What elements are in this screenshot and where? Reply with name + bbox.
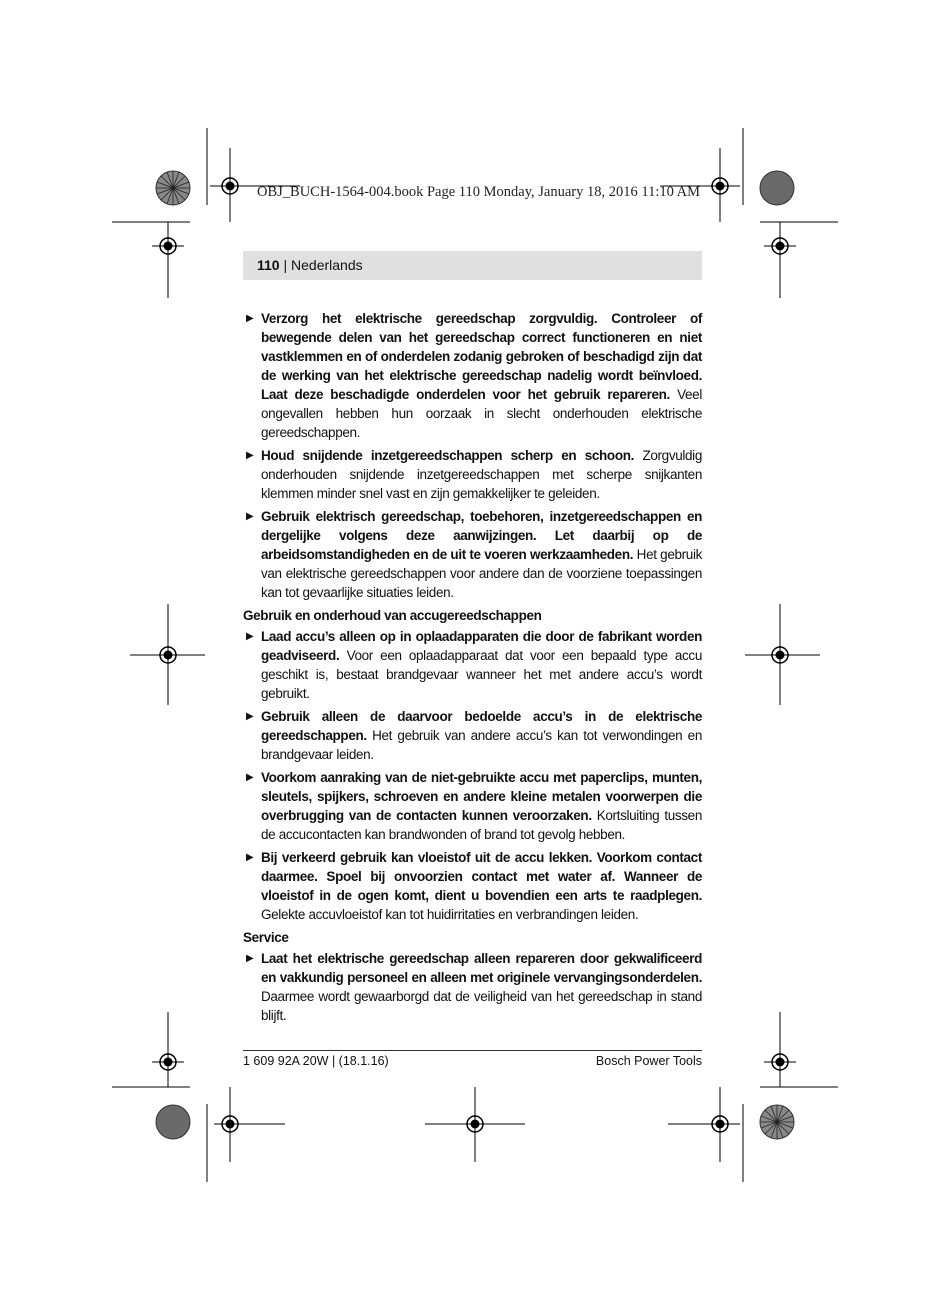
- item-bold-text: Voorkom aanraking van de niet-gebruikte accu met paperclips, munten, sleutels, spijkers, schroeven en andere kleine metalen voorwerpen die overbrugging van de contacten kunnen veroorzaken.: [261, 770, 702, 823]
- list-item: [243, 507, 702, 602]
- item-text: Veel ongevallen hebben hun oorzaak in slecht onderhouden elektrische gereedschappen.: [261, 387, 702, 440]
- item-text: Het gebruik van andere accu’s kan tot verwondingen en brandgevaar leiden.: [261, 728, 702, 762]
- section-heading: Service: [243, 930, 289, 945]
- item-bold-text: Laad accu’s alleen op in oplaadapparaten die door de fabrikant worden geadviseerd.: [261, 629, 702, 663]
- header-language: Nederlands: [291, 257, 363, 273]
- list-item: [243, 309, 702, 442]
- item-bold-text: Laat het elektrische gereedschap alleen repareren door gekwalificeerd en vakkundig personeel en alleen met originele vervangingsonderdelen.: [261, 951, 702, 985]
- list-item: [243, 768, 702, 844]
- list-item: [243, 446, 702, 503]
- bullet-triangle-icon: ▶: [246, 772, 254, 783]
- bullet-triangle-icon: ▶: [246, 631, 254, 642]
- bullet-triangle-icon: ▶: [246, 711, 254, 722]
- footer-doc-code: 1 609 92A 20W | (18.1.16): [243, 1054, 389, 1068]
- page-header: [243, 251, 702, 280]
- page-content: [243, 309, 702, 1029]
- page-header-text: [257, 257, 363, 273]
- footer-divider: [243, 1050, 702, 1051]
- item-text: Gelekte accuvloeistof kan tot huidirritaties en verbrandingen leiden.: [261, 907, 639, 922]
- item-bold-text: Verzorg het elektrische gereedschap zorgvuldig. Controleer of bewegende delen van het gereedschap correct functioneren en niet vastklemmen en of onderdelen zodanig gebroken of beschadigd zijn dat de werking van het elektrische gereedschap nadelig wordt beïnvloed. Laat deze beschadigde onderdelen voor het gebruik repareren.: [261, 311, 702, 402]
- bullet-triangle-icon: ▶: [246, 852, 254, 863]
- list-item: [243, 949, 702, 1025]
- item-text: Voor een oplaadapparaat dat voor een bepaald type accu geschikt is, bestaat brandgevaar wanneer het met andere accu’s wordt gebruikt.: [261, 648, 702, 701]
- bullet-triangle-icon: ▶: [246, 450, 254, 461]
- footer-brand: Bosch Power Tools: [595, 1054, 702, 1068]
- list-item: [243, 627, 702, 703]
- item-text: Het gebruik van elektrische gereedschappen voor andere dan de voorziene toepassingen kan tot gevaarlijke situaties leiden.: [261, 547, 702, 600]
- print-info-line: OBJ_BUCH-1564-004.book Page 110 Monday, January 18, 2016 11:10 AM: [257, 184, 701, 200]
- item-bold-text: Bij verkeerd gebruik kan vloeistof uit de accu lekken. Voorkom contact daarmee. Spoel bij onvoorzien contact met water af. Wanneer de vloeistof in de ogen komt, dient u bovendien een arts te raadplegen.: [261, 850, 702, 903]
- bullet-triangle-icon: ▶: [246, 511, 254, 522]
- item-bold-text: Gebruik elektrisch gereedschap, toebehoren, inzetgereedschappen en dergelijke volgens deze aanwijzingen. Let daarbij op de arbeidsomstandigheden en de uit te voeren werkzaamheden.: [261, 509, 702, 562]
- item-bold-text: Houd snijdende inzetgereedschappen scherp en schoon.: [261, 448, 635, 463]
- item-text: Zorgvuldig onderhouden snijdende inzetgereedschappen met scherpe snijkanten klemmen minder snel vast en zijn gemakkelijker te geleiden.: [261, 448, 702, 501]
- bullet-triangle-icon: ▶: [246, 313, 254, 324]
- item-text: Kortsluiting tussen de accucontacten kan brandwonden of brand tot gevolg hebben.: [261, 808, 702, 842]
- bullet-triangle-icon: ▶: [246, 953, 254, 964]
- item-text: Daarmee wordt gewaarborgd dat de veiligheid van het gereedschap in stand blijft.: [261, 989, 702, 1023]
- section-heading: Gebruik en onderhoud van accugereedschappen: [243, 608, 542, 623]
- list-item: [243, 848, 702, 924]
- list-item: [243, 707, 702, 764]
- header-separator: |: [279, 257, 292, 273]
- page-number: 110: [257, 257, 280, 273]
- item-bold-text: Gebruik alleen de daarvoor bedoelde accu’s in de elektrische gereedschappen.: [261, 709, 702, 743]
